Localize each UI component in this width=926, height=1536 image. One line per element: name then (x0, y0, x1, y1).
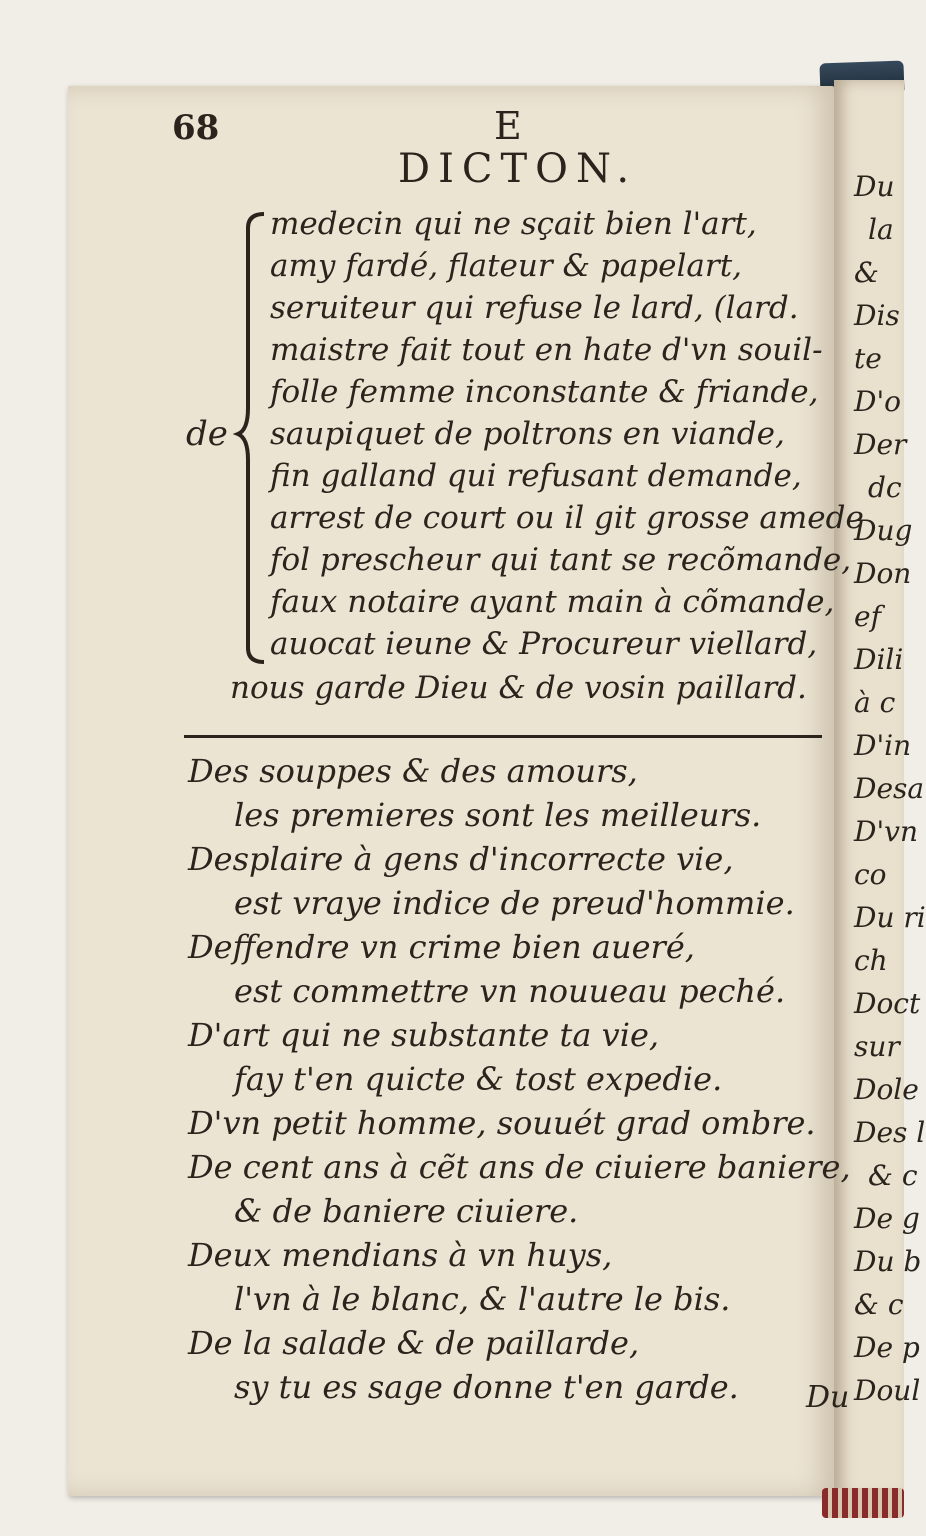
facing-page-fragment: & c (868, 1159, 918, 1192)
facing-page-fragment: Der (854, 428, 907, 461)
divider-rule (184, 735, 822, 738)
facing-page-fragment: dc (868, 471, 902, 504)
proverb-second-line: l'vn à le blanc, & l'autre le bis. (234, 1280, 731, 1318)
proverb-first-line: Desplaire à gens d'incorrecte vie, (188, 840, 734, 878)
proverb-second-line: sy tu es sage donne t'en garde. (234, 1368, 739, 1406)
signature-mark: E (494, 104, 522, 148)
proverb-first-line: De cent ans à cẽt ans de ciuiere baniere, (188, 1148, 851, 1186)
facing-page-fragment: D'in (854, 729, 912, 762)
bracket-prefix: de (186, 414, 228, 454)
facing-page-fragment: Dug (854, 514, 913, 547)
proverb-first-line: D'art qui ne substante ta vie, (188, 1016, 660, 1054)
facing-page-fragment: Desa (854, 772, 925, 805)
facing-page-fragment: & c (854, 1288, 904, 1321)
brace-icon (238, 208, 268, 668)
facing-page-fragment: te (854, 342, 882, 375)
proverb-first-line: De la salade & de paillarde, (188, 1324, 640, 1362)
bracket-closing-line: nous garde Dieu & de vosin paillard. (230, 670, 807, 706)
facing-page-fragment: Doul (854, 1374, 921, 1407)
proverb-second-line: les premieres sont les meilleurs. (234, 796, 762, 834)
facing-page-fragment: co (854, 858, 887, 891)
facing-page-fragment: Du (854, 170, 895, 203)
facing-page-fragment: Du ri (854, 901, 926, 934)
facing-page-fragment: D'vn (854, 815, 918, 848)
facing-page-fragment: sur (854, 1030, 900, 1063)
facing-page-fragment: Dole (854, 1073, 919, 1106)
proverb-second-line: & de baniere ciuiere. (234, 1192, 579, 1230)
bracket-line: medecin qui ne sçait bien l'art, (270, 206, 757, 242)
proverb-first-line: Des souppes & des amours, (188, 752, 638, 790)
facing-page (834, 80, 926, 1500)
proverb-first-line: Deffendre vn crime bien aueré, (188, 928, 695, 966)
facing-page-fragment: à c (854, 686, 896, 719)
facing-page-fragment: Du b (854, 1245, 922, 1278)
page-title: DICTON. (398, 146, 638, 192)
facing-page-fragment: Dis (854, 299, 900, 332)
facing-page-fragment: De g (854, 1202, 920, 1235)
bracket-line: faux notaire ayant main à cõmande, (270, 584, 835, 620)
facing-page-fragment: Dili (854, 643, 904, 676)
facing-page-fragment: Don (854, 557, 912, 590)
bracket-line: saupiquet de poltrons en viande, (270, 416, 785, 452)
facing-page-fragment: la (868, 213, 894, 246)
bracket-line: seruiteur qui refuse le lard, (lard. (270, 290, 799, 326)
facing-page-fragment: ef (854, 600, 881, 633)
bracket-line: fol prescheur qui tant se recõmande, (270, 542, 852, 578)
facing-page-fragment: & (854, 256, 879, 289)
bracket-line: fin galland qui refusant demande, (270, 458, 802, 494)
facing-page-fragment: Doct (854, 987, 921, 1020)
proverb-first-line: D'vn petit homme, souuét grad ombre. (188, 1104, 816, 1142)
bracket-line: auocat ieune & Procureur viellard, (270, 626, 818, 662)
bracket-line: maistre fait tout en hate d'vn souil- (270, 332, 823, 368)
bracket-line: arrest de court ou il git grosse amede (270, 500, 864, 536)
facing-page-fragment: Des l (854, 1116, 926, 1149)
proverb-second-line: est commettre vn nouueau peché. (234, 972, 786, 1010)
proverb-second-line: fay t'en quicte & tost expedie. (234, 1060, 723, 1098)
facing-page-fragment: D'o (854, 385, 902, 418)
proverb-second-line: est vraye indice de preud'hommie. (234, 884, 795, 922)
page-number: 68 (172, 108, 220, 148)
headband (822, 1488, 904, 1518)
facing-page-fragment: De p (854, 1331, 920, 1364)
facing-page-fragment: ch (854, 944, 888, 977)
bracket-line: amy fardé, flateur & papelart, (270, 248, 743, 284)
proverb-first-line: Deux mendians à vn huys, (188, 1236, 613, 1274)
catchword: Du (806, 1380, 850, 1415)
bracket-line: folle femme inconstante & friande, (270, 374, 819, 410)
